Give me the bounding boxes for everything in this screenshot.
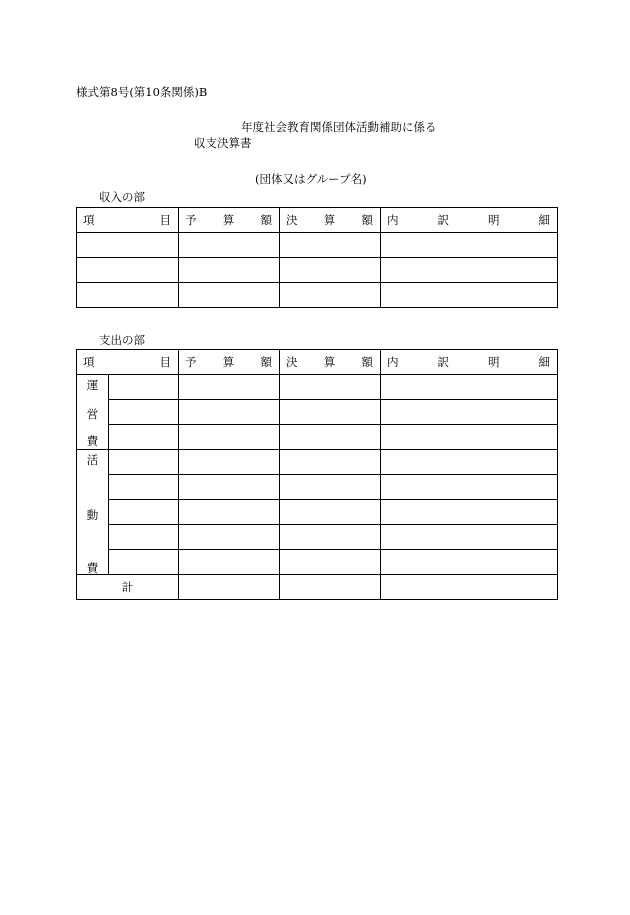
table-row bbox=[77, 400, 558, 425]
expense-settlement-cell[interactable] bbox=[280, 525, 381, 550]
income-item-cell[interactable] bbox=[77, 258, 179, 283]
expense-settlement-cell[interactable] bbox=[280, 375, 381, 400]
table-row bbox=[77, 233, 558, 258]
header-settlement: 決 算 額 bbox=[280, 350, 381, 375]
expense-breakdown-cell[interactable] bbox=[381, 550, 558, 575]
income-breakdown-cell[interactable] bbox=[381, 258, 558, 283]
expense-breakdown-cell[interactable] bbox=[381, 450, 558, 475]
header-settlement: 決 算 額 bbox=[280, 208, 381, 233]
expense-item-cell[interactable] bbox=[109, 475, 179, 500]
income-breakdown-cell[interactable] bbox=[381, 233, 558, 258]
expense-breakdown-cell[interactable] bbox=[381, 375, 558, 400]
header-breakdown: 内 訳 明 細 bbox=[381, 350, 558, 375]
income-section-label: 収入の部 bbox=[99, 190, 145, 204]
table-row bbox=[77, 283, 558, 308]
income-settlement-cell[interactable] bbox=[280, 258, 381, 283]
expense-breakdown-cell[interactable] bbox=[381, 475, 558, 500]
table-row bbox=[77, 425, 558, 450]
total-row bbox=[77, 575, 558, 600]
table-row bbox=[77, 475, 558, 500]
table-row bbox=[77, 375, 558, 400]
group-name: (団体又はグループ名) bbox=[255, 172, 367, 186]
activity-expense-label: 活 動 費 bbox=[77, 450, 109, 575]
income-header-row bbox=[77, 208, 558, 233]
table-row bbox=[77, 500, 558, 525]
expense-item-cell[interactable] bbox=[109, 450, 179, 475]
income-budget-cell[interactable] bbox=[179, 283, 280, 308]
header-budget: 予 算 額 bbox=[179, 208, 280, 233]
expense-item-cell[interactable] bbox=[109, 525, 179, 550]
total-breakdown-cell[interactable] bbox=[381, 575, 558, 600]
expense-settlement-cell[interactable] bbox=[280, 425, 381, 450]
expense-budget-cell[interactable] bbox=[179, 475, 280, 500]
expense-settlement-cell[interactable] bbox=[280, 475, 381, 500]
income-budget-cell[interactable] bbox=[179, 233, 280, 258]
expense-settlement-cell[interactable] bbox=[280, 500, 381, 525]
title-line-1: 年度社会教育関係団体活動補助に係る bbox=[241, 120, 437, 134]
header-breakdown: 内 訳 明 細 bbox=[381, 208, 558, 233]
income-settlement-cell[interactable] bbox=[280, 283, 381, 308]
expense-item-cell[interactable] bbox=[109, 400, 179, 425]
expense-section-label: 支出の部 bbox=[99, 333, 145, 347]
expense-item-cell[interactable] bbox=[109, 375, 179, 400]
income-settlement-cell[interactable] bbox=[280, 233, 381, 258]
expense-budget-cell[interactable] bbox=[179, 525, 280, 550]
table-row bbox=[77, 450, 558, 475]
expense-item-cell[interactable] bbox=[109, 500, 179, 525]
table-row bbox=[77, 525, 558, 550]
expense-budget-cell[interactable] bbox=[179, 500, 280, 525]
expense-item-cell[interactable] bbox=[109, 425, 179, 450]
expense-budget-cell[interactable] bbox=[179, 375, 280, 400]
expense-breakdown-cell[interactable] bbox=[381, 400, 558, 425]
income-item-cell[interactable] bbox=[77, 233, 179, 258]
expense-breakdown-cell[interactable] bbox=[381, 425, 558, 450]
operating-expense-label: 運 営 費 bbox=[77, 375, 109, 450]
expense-budget-cell[interactable] bbox=[179, 400, 280, 425]
expense-budget-cell[interactable] bbox=[179, 550, 280, 575]
header-item: 項 目 bbox=[77, 208, 179, 233]
expense-breakdown-cell[interactable] bbox=[381, 525, 558, 550]
title-line-2: 収支決算書 bbox=[194, 136, 252, 150]
expense-settlement-cell[interactable] bbox=[280, 450, 381, 475]
expense-item-cell[interactable] bbox=[109, 550, 179, 575]
total-budget-cell[interactable] bbox=[179, 575, 280, 600]
expense-table bbox=[76, 349, 558, 600]
table-row bbox=[77, 258, 558, 283]
expense-budget-cell[interactable] bbox=[179, 425, 280, 450]
income-budget-cell[interactable] bbox=[179, 258, 280, 283]
income-item-cell[interactable] bbox=[77, 283, 179, 308]
header-item: 項 目 bbox=[77, 350, 179, 375]
expense-settlement-cell[interactable] bbox=[280, 400, 381, 425]
expense-breakdown-cell[interactable] bbox=[381, 500, 558, 525]
total-settlement-cell[interactable] bbox=[280, 575, 381, 600]
expense-settlement-cell[interactable] bbox=[280, 550, 381, 575]
income-breakdown-cell[interactable] bbox=[381, 283, 558, 308]
expense-budget-cell[interactable] bbox=[179, 450, 280, 475]
form-id: 様式第8号(第10条関係)B bbox=[76, 85, 208, 99]
total-label: 計 bbox=[77, 575, 179, 600]
header-budget: 予 算 額 bbox=[179, 350, 280, 375]
expense-header-row bbox=[77, 350, 558, 375]
table-row bbox=[77, 550, 558, 575]
income-table bbox=[76, 207, 558, 308]
